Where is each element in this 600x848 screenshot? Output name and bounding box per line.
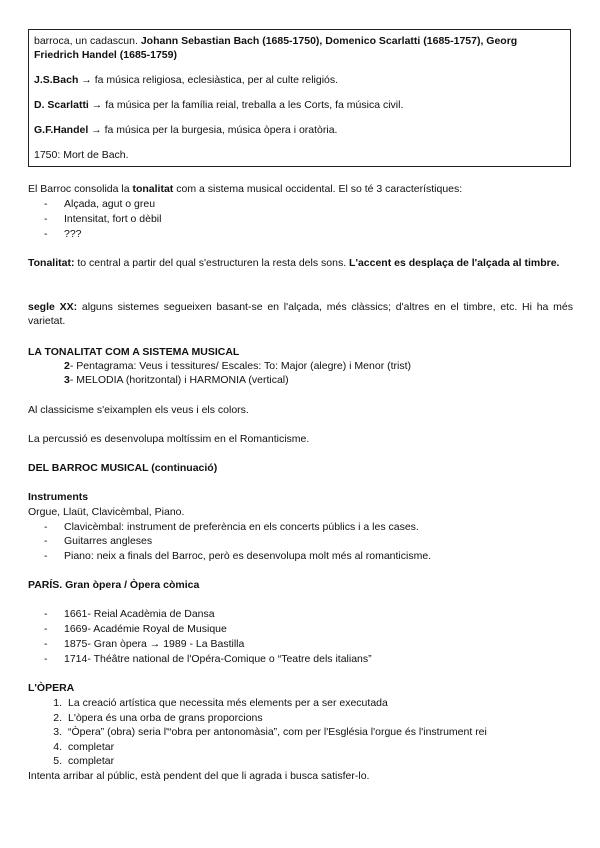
list-item-number: 3. (53, 726, 62, 738)
list-item-text: 1714- Théâtre national de l'Opéra-Comique o “Teatre dels italians” (64, 653, 372, 665)
intro-text: barroca, un cadascun. (34, 35, 141, 47)
tonalitat-definition (28, 256, 573, 270)
bach-death-line: 1750: Mort de Bach. (34, 149, 129, 161)
tonal-item-3-text: - MELODIA (horitzontal) i HARMONIA (vertical) (69, 374, 289, 386)
paris-heading: PARÍS. Gran òpera / Òpera còmica (28, 579, 200, 591)
segle-xx-text: alguns sistemes segueixen basant-se en l'alçada, més clàssics; d'altres en el timbre, etc. Hi ha més varietat. (28, 301, 573, 327)
tonal-intro-bold: tonalitat (132, 183, 174, 195)
composers-intro (34, 34, 565, 62)
bach-name: J.S.Bach (34, 74, 79, 86)
list-item: - 1875- Gran òpera → 1989 - La Bastilla (44, 638, 245, 650)
tonal-item-2 (64, 359, 411, 373)
list-item (44, 740, 114, 754)
bach-line (34, 73, 565, 87)
list-item (44, 696, 388, 710)
list-item: - 1714- Théâtre national de l'Opéra-Comique o “Teatre dels italians” (44, 653, 372, 665)
tonalitat-label: Tonalitat: (28, 257, 75, 269)
segle-xx-label: segle XX: (28, 301, 78, 313)
list-item: - ??? (44, 228, 82, 240)
list-item-text: 1875- Gran òpera → 1989 - La Bastilla (64, 638, 245, 650)
list-item-text: L'òpera és una orba de grans proporcions (68, 712, 263, 724)
scarlatti-name: D. Scarlatti (34, 99, 89, 111)
bach-text: → fa música religiosa, eclesiàstica, per al culte religiós. (78, 74, 339, 86)
percussio-text: La percussió es desenvolupa moltíssim en el Romanticisme. (28, 433, 310, 445)
list-item-number: 1. (53, 697, 62, 709)
tonalitat-text: to central a partir del qual s'estructuren la resta dels sons. (74, 257, 350, 269)
list-item: - 1669- Académie Royal de Musique (44, 623, 227, 635)
handel-name: G.F.Handel (34, 124, 89, 136)
list-item-text: “Òpera” (obra) seria l'“obra per antonomàsia”, com per l'Església l'orgue és l'instrument rei (68, 726, 487, 738)
list-item: - Alçada, agut o greu (44, 198, 156, 210)
instruments-list: Orgue, Llaüt, Clavicèmbal, Piano. (28, 506, 185, 518)
list-item (44, 711, 263, 725)
list-item-number: 5. (53, 755, 62, 767)
list-item-text: Guitarres angleses (64, 535, 153, 547)
list-item-text: Piano: neix a finals del Barroc, però es desenvolupa molt més al romanticisme. (64, 550, 432, 562)
instruments-heading: Instruments (28, 491, 89, 503)
handel-text: → fa música per la burgesia, música òpera i oratòria. (88, 124, 338, 136)
opera-closing: Intenta arribar al públic, està pendent del que li agrada i busca satisfer-lo. (28, 770, 370, 782)
list-item: - Intensitat, fort o dèbil (44, 213, 162, 225)
list-item-text: La creació artística que necessita més elements per a ser executada (68, 697, 388, 709)
list-item-text: completar (68, 741, 115, 753)
section-heading-tonalitat: LA TONALITAT COM A SISTEMA MUSICAL (28, 346, 240, 358)
list-item-text: completar (68, 755, 115, 767)
tonal-item-3 (64, 373, 289, 387)
list-item: - Piano: neix a finals del Barroc, però es desenvolupa molt més al romanticisme. (44, 550, 432, 562)
tonal-item-2-text: - Pentagrama: Veus i tessitures/ Escales: To: Major (alegre) i Menor (trist) (69, 360, 412, 372)
list-item (44, 725, 487, 739)
tonalitat-bold-end: L'accent es desplaça de l'alçada al timbre. (349, 257, 560, 269)
list-item-text: Alçada, agut o greu (64, 198, 156, 210)
scarlatti-text: → fa música per la família reial, treballa a les Corts, fa música civil. (88, 99, 404, 111)
composers-box (28, 29, 571, 167)
list-item-text: ??? (64, 228, 82, 240)
list-item: - Clavicèmbal: instrument de preferència en els concerts públics i a les cases. (44, 521, 419, 533)
list-item-text: Clavicèmbal: instrument de preferència en els concerts públics i a les cases. (64, 521, 419, 533)
opera-heading: L'ÒPERA (28, 682, 75, 694)
scarlatti-line (34, 98, 565, 112)
list-item-number: 4. (53, 741, 62, 753)
list-item: - 1661- Reial Acadèmia de Dansa (44, 608, 215, 620)
section-heading-barroc: DEL BARROC MUSICAL (continuació) (28, 462, 218, 474)
segle-xx-paragraph (28, 300, 573, 328)
list-item-text: 1669- Académie Royal de Musique (64, 623, 227, 635)
tonal-item-3-num: 3 (64, 374, 70, 386)
list-item-number: 2. (53, 712, 62, 724)
list-item-text: 1661- Reial Acadèmia de Dansa (64, 608, 215, 620)
tonal-intro-post: com a sistema musical occidental. El so té 3 característiques: (173, 183, 463, 195)
classicisme-text: Al classicisme s'eixamplen els veus i els colors. (28, 404, 249, 416)
composers-names: Johann Sebastian Bach (1685-1750), Domenico Scarlatti (1685-1757), Georg Friedrich Handel (1685-1759) (34, 35, 518, 61)
tonal-intro-pre: El Barroc consolida la (28, 183, 133, 195)
tonal-item-2-num: 2 (64, 360, 70, 372)
handel-line (34, 123, 565, 137)
list-item: - Guitarres angleses (44, 535, 153, 547)
tonal-intro-paragraph (28, 182, 462, 196)
list-item-text: Intensitat, fort o dèbil (64, 213, 162, 225)
list-item (44, 754, 114, 768)
